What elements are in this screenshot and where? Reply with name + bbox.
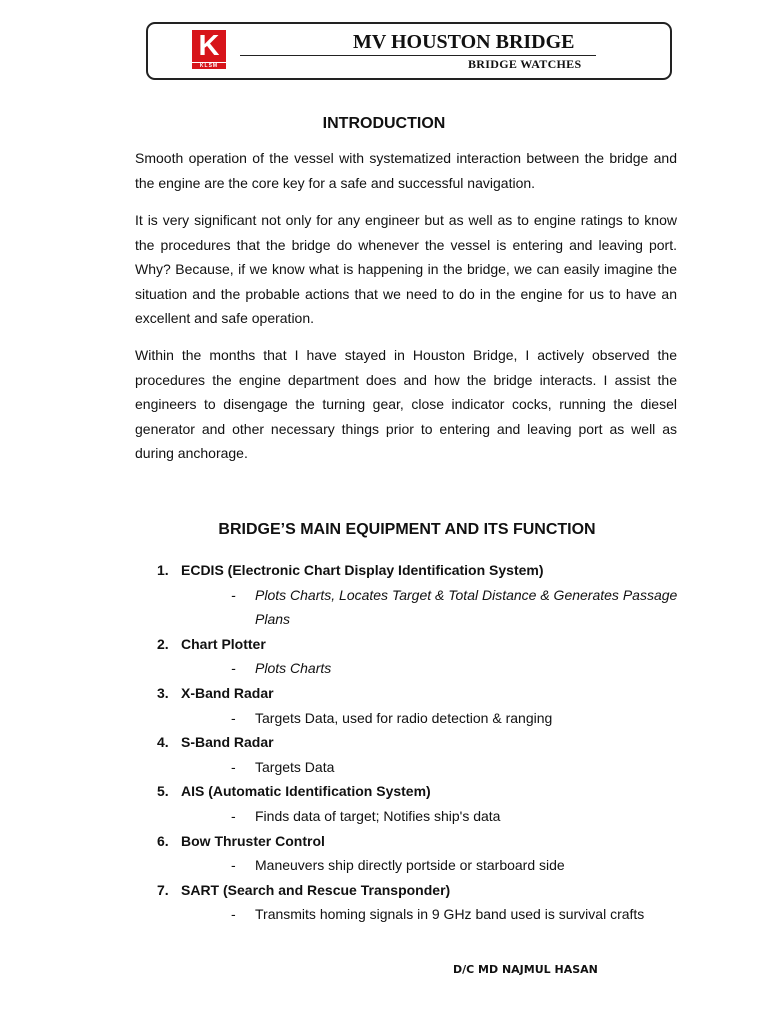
description-text: Plots Charts, Locates Target & Total Distance & Generates Passage Plans [255,586,678,628]
dash-bullet: - [231,586,236,603]
equipment-name: Bow Thruster Control [181,832,325,849]
intro-paragraph-1: Smooth operation of the vessel with systematized interaction between the bridge and the engine are the core key for a safe and successful navigation. [135,150,677,191]
item-number: 6. [157,832,169,849]
list-item [157,558,687,632]
dash-bullet: - [231,660,236,677]
description-text: Maneuvers ship directly portside or starboard side [255,857,565,874]
list-item [157,829,687,878]
equipment-description [157,656,687,681]
introduction-title: INTRODUCTION [322,115,446,132]
equipment-heading [157,558,687,583]
item-number: 5. [157,783,169,800]
description-text: Targets Data [255,758,335,775]
equipment-title: BRIDGE’S MAIN EQUIPMENT AND ITS FUNCTION [218,521,596,538]
equipment-name: ECDIS (Electronic Chart Display Identification System) [181,562,544,578]
header-divider [240,55,596,56]
equipment-heading [157,681,687,706]
list-item [157,878,687,927]
equipment-name: SART (Search and Rescue Transponder) [181,881,451,898]
header-title: MV HOUSTON BRIDGE [353,31,575,53]
list-item [157,779,687,828]
description-text: Finds data of target; Notifies ship's data [255,807,501,824]
equipment-heading [157,829,687,854]
item-number: 1. [157,562,169,578]
intro-paragraph-3: Within the months that I have stayed in Houston Bridge, I actively observed the procedures the engine department does and how the bridge interacts. I assist the engineers to disengage the turning gear, close indicator cocks, running the diesel generator and other necessary things prior to entering and leaving port as well as during anchorage. [135,347,677,462]
description-text: Targets Data, used for radio detection & ranging [255,709,553,726]
equipment-heading [157,632,687,657]
list-item [157,632,687,681]
logo-letter: K [192,30,226,62]
equipment-name: X-Band Radar [181,684,274,701]
equipment-description [157,706,687,731]
header-subtitle: BRIDGE WATCHES [468,57,582,71]
equipment-description [157,853,687,878]
dash-bullet: - [231,906,236,923]
dash-bullet: - [231,807,236,824]
equipment-description [157,902,687,927]
equipment-name: Chart Plotter [181,635,266,652]
author-footer: D/C MD NAJMUL HASAN [453,963,598,976]
equipment-description [157,755,687,780]
description-text: Transmits homing signals in 9 GHz band used is survival crafts [255,906,645,923]
item-number: 4. [157,734,169,751]
company-logo [192,30,226,70]
equipment-heading [157,730,687,755]
dash-bullet: - [231,709,236,726]
equipment-description [157,804,687,829]
equipment-heading [157,779,687,804]
description-text: Plots Charts [255,660,332,677]
list-item [157,730,687,779]
equipment-name: S-Band Radar [181,734,274,751]
equipment-heading [157,878,687,903]
item-number: 2. [157,635,169,652]
equipment-list [157,558,687,927]
dash-bullet: - [231,758,236,775]
item-number: 3. [157,684,169,701]
equipment-description [157,583,687,632]
page-header [146,22,672,80]
list-item [157,681,687,730]
intro-paragraph-2: It is very significant not only for any engineer but as well as to engine ratings to know the procedures that the bridge do whenever the vessel is entering and leaving port. Why? Because, if we know what is happening in the bridge, we can easily imagine the situation and the probable actions that we need to do in the engine for us to have an excellent and safe operation. [135,212,677,327]
dash-bullet: - [231,857,236,874]
item-number: 7. [157,881,169,898]
equipment-name: AIS (Automatic Identification System) [181,783,431,800]
logo-subtext: KLSM [192,63,226,69]
